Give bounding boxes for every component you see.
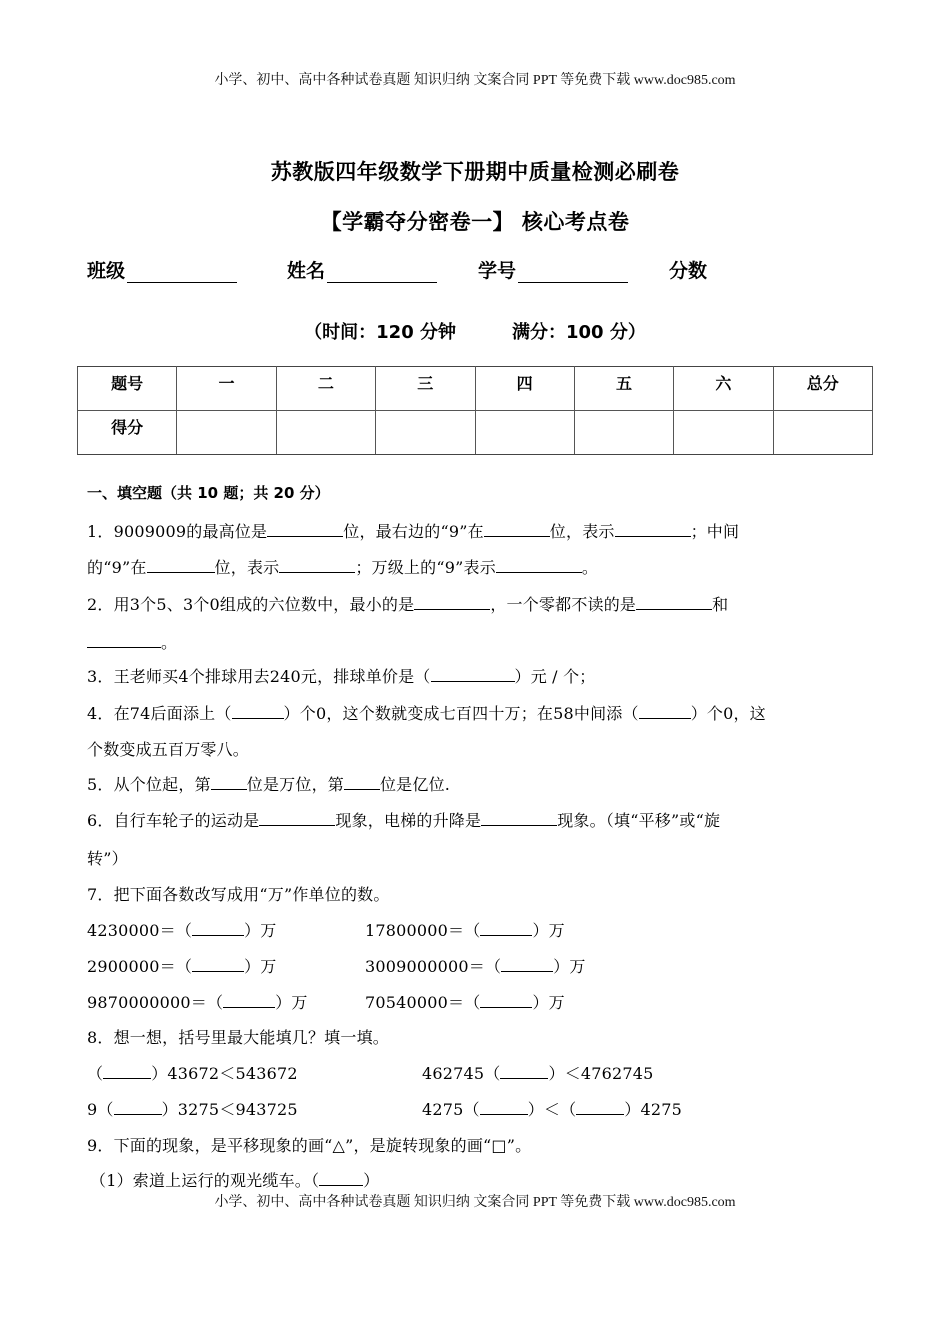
full-score: 满分：100 分） <box>512 322 646 343</box>
q1-text: ；万级上的“9”表示 <box>355 558 496 577</box>
question-5 <box>87 772 450 795</box>
q7-item-number: 4230000＝（ <box>87 921 193 940</box>
q3-text: 3．王老师买4个排球用去240元，排球单价是（ <box>87 667 431 686</box>
answer-blank[interactable] <box>319 1171 363 1186</box>
q7-item <box>365 954 586 977</box>
q9-text: ） <box>363 1171 380 1190</box>
score-field <box>669 256 707 283</box>
answer-blank[interactable] <box>481 811 557 826</box>
q1-text: ；中间 <box>690 522 740 541</box>
q3-text: ）元 / 个； <box>514 667 596 686</box>
q4-text: ）个0，这 <box>690 704 766 723</box>
question-9-item-1 <box>90 1168 379 1191</box>
answer-blank[interactable] <box>192 921 244 936</box>
answer-blank[interactable] <box>232 704 284 719</box>
q7-item <box>87 918 276 941</box>
answer-blank[interactable] <box>639 704 691 719</box>
question-2-line-1 <box>87 592 728 615</box>
answer-blank[interactable] <box>223 993 275 1008</box>
question-3 <box>87 664 595 687</box>
score-cell[interactable] <box>773 411 872 455</box>
answer-blank[interactable] <box>192 957 244 972</box>
answer-blank[interactable] <box>211 775 247 790</box>
exam-subtitle: 【学霸夺分密卷一】 核心考点卷 <box>320 210 630 234</box>
question-6-line-1 <box>87 808 720 831</box>
q8-item <box>87 1097 298 1120</box>
q7-item-unit: ）万 <box>553 957 586 976</box>
answer-blank[interactable] <box>576 1100 624 1115</box>
q1-text: 。 <box>581 558 599 577</box>
q8-item <box>422 1061 654 1084</box>
answer-blank[interactable] <box>147 558 215 573</box>
q5-text: 位是亿位. <box>379 775 451 794</box>
answer-blank[interactable] <box>431 667 515 682</box>
header-watermark: 小学、初中、高中各种试卷真题 知识归纳 文案合同 PPT 等免费下载 www.doc985.com <box>214 73 736 88</box>
q7-item <box>87 954 276 977</box>
score-table <box>77 366 873 455</box>
question-4-line-1 <box>87 701 766 724</box>
answer-blank[interactable] <box>480 921 532 936</box>
answer-blank[interactable] <box>480 1100 528 1115</box>
answer-blank[interactable] <box>501 957 553 972</box>
q8-text: （ <box>87 1064 104 1083</box>
q5-text: 位是万位，第 <box>246 775 344 794</box>
q7-item-number: 2900000＝（ <box>87 957 193 976</box>
score-table-score-row <box>78 411 873 455</box>
question-2-line-2 <box>87 630 177 653</box>
answer-blank[interactable] <box>480 993 532 1008</box>
q6-text: 6．自行车轮子的运动是 <box>87 811 260 830</box>
answer-blank[interactable] <box>484 522 550 537</box>
q8-item <box>87 1061 298 1084</box>
answer-blank[interactable] <box>414 595 490 610</box>
header-cell: 二 <box>276 367 375 411</box>
score-cell[interactable] <box>177 411 276 455</box>
answer-blank[interactable] <box>500 1064 548 1079</box>
question-7-prompt: 7．把下面各数改写成用“万”作单位的数。 <box>87 885 390 904</box>
q5-text: 5．从个位起，第 <box>87 775 211 794</box>
question-6-line-2: 转”） <box>87 849 128 868</box>
exam-title: 苏教版四年级数学下册期中质量检测必刷卷 <box>270 160 680 184</box>
q2-text: 。 <box>161 633 178 652</box>
q7-item-number: 70540000＝（ <box>365 993 481 1012</box>
header-cell: 一 <box>177 367 276 411</box>
answer-blank[interactable] <box>114 1100 162 1115</box>
name-field[interactable] <box>287 256 437 283</box>
q8-text: ）3275＜943725 <box>161 1100 298 1119</box>
question-1-line-1 <box>87 519 739 542</box>
q7-item-unit: ）万 <box>244 957 277 976</box>
answer-blank[interactable] <box>496 558 582 573</box>
answer-blank[interactable] <box>87 633 161 648</box>
q7-item-unit: ）万 <box>532 921 565 940</box>
score-cell[interactable] <box>674 411 773 455</box>
q7-item-unit: ）万 <box>244 921 277 940</box>
student-id-field[interactable] <box>478 256 628 283</box>
q2-text: 和 <box>712 595 729 614</box>
q8-text: 4275（ <box>422 1100 480 1119</box>
q2-text: ，一个零都不读的是 <box>490 595 637 614</box>
question-4-line-2: 个数变成五百万零八。 <box>87 740 250 759</box>
q7-item-number: 9870000000＝（ <box>87 993 224 1012</box>
name-blank[interactable] <box>327 262 437 283</box>
question-1-line-2 <box>87 555 598 578</box>
q9-text: （1）索道上运行的观光缆车。（ <box>90 1171 320 1190</box>
score-table-header-row <box>78 367 873 411</box>
q6-text: 现象，电梯的升降是 <box>335 811 482 830</box>
header-cell: 题号 <box>78 367 177 411</box>
q1-text: 的“9”在 <box>87 558 147 577</box>
q8-text: 462745（ <box>422 1064 501 1083</box>
score-cell[interactable] <box>475 411 574 455</box>
answer-blank[interactable] <box>259 811 335 826</box>
header-cell: 五 <box>574 367 673 411</box>
class-blank[interactable] <box>127 262 237 283</box>
score-cell[interactable] <box>276 411 375 455</box>
header-cell: 三 <box>376 367 475 411</box>
answer-blank[interactable] <box>344 775 380 790</box>
score-cell[interactable] <box>376 411 475 455</box>
q8-text: 9（ <box>87 1100 114 1119</box>
name-label: 姓名 <box>287 260 326 282</box>
footer-watermark: 小学、初中、高中各种试卷真题 知识归纳 文案合同 PPT 等免费下载 www.doc985.com <box>214 1195 736 1210</box>
q8-text: ）＜4762745 <box>548 1064 654 1083</box>
section-1-title: 一、填空题（共 10 题；共 20 分） <box>87 484 330 502</box>
class-field[interactable] <box>87 256 237 283</box>
answer-blank[interactable] <box>267 522 343 537</box>
q1-text: 位，表示 <box>549 522 615 541</box>
class-label: 班级 <box>87 260 126 282</box>
q7-item-number: 17800000＝（ <box>365 921 481 940</box>
q1-text: 1．9009009的最高位是 <box>87 522 268 541</box>
score-label: 分数 <box>669 260 708 282</box>
q2-text: 2．用3个5、3个0组成的六位数中，最小的是 <box>87 595 415 614</box>
q7-item-unit: ）万 <box>275 993 308 1012</box>
q7-item <box>365 990 565 1013</box>
time-limit: （时间：120 分钟 <box>304 322 456 343</box>
q7-item-unit: ）万 <box>532 993 565 1012</box>
time-and-score-info <box>0 318 950 344</box>
q8-item <box>422 1097 682 1120</box>
q1-text: 位，表示 <box>214 558 280 577</box>
student-id-label: 学号 <box>478 260 517 282</box>
q7-item <box>365 918 565 941</box>
question-9-prompt: 9．下面的现象，是平移现象的画“△”，是旋转现象的画“□”。 <box>87 1136 532 1155</box>
question-8-prompt: 8．想一想，括号里最大能填几？填一填。 <box>87 1028 389 1047</box>
q8-text: ）4275 <box>624 1100 683 1119</box>
student-id-blank[interactable] <box>518 262 628 283</box>
answer-blank[interactable] <box>103 1064 151 1079</box>
header-cell: 四 <box>475 367 574 411</box>
q8-text: ）43672＜543672 <box>151 1064 298 1083</box>
header-cell: 总分 <box>773 367 872 411</box>
q7-item <box>87 990 308 1013</box>
q6-text: 现象。（填“平移”或“旋 <box>557 811 721 830</box>
answer-blank[interactable] <box>279 558 355 573</box>
header-cell: 六 <box>674 367 773 411</box>
q8-text: ）＜（ <box>527 1100 577 1119</box>
answer-blank[interactable] <box>636 595 712 610</box>
row-label-cell: 得分 <box>78 411 177 455</box>
q4-text: ）个0，这个数就变成七百四十万；在58中间添（ <box>283 704 639 723</box>
q4-text: 4．在74后面添上（ <box>87 704 232 723</box>
q1-text: 位，最右边的“9”在 <box>343 522 484 541</box>
score-cell[interactable] <box>574 411 673 455</box>
answer-blank[interactable] <box>615 522 691 537</box>
q7-item-number: 3009000000＝（ <box>365 957 502 976</box>
